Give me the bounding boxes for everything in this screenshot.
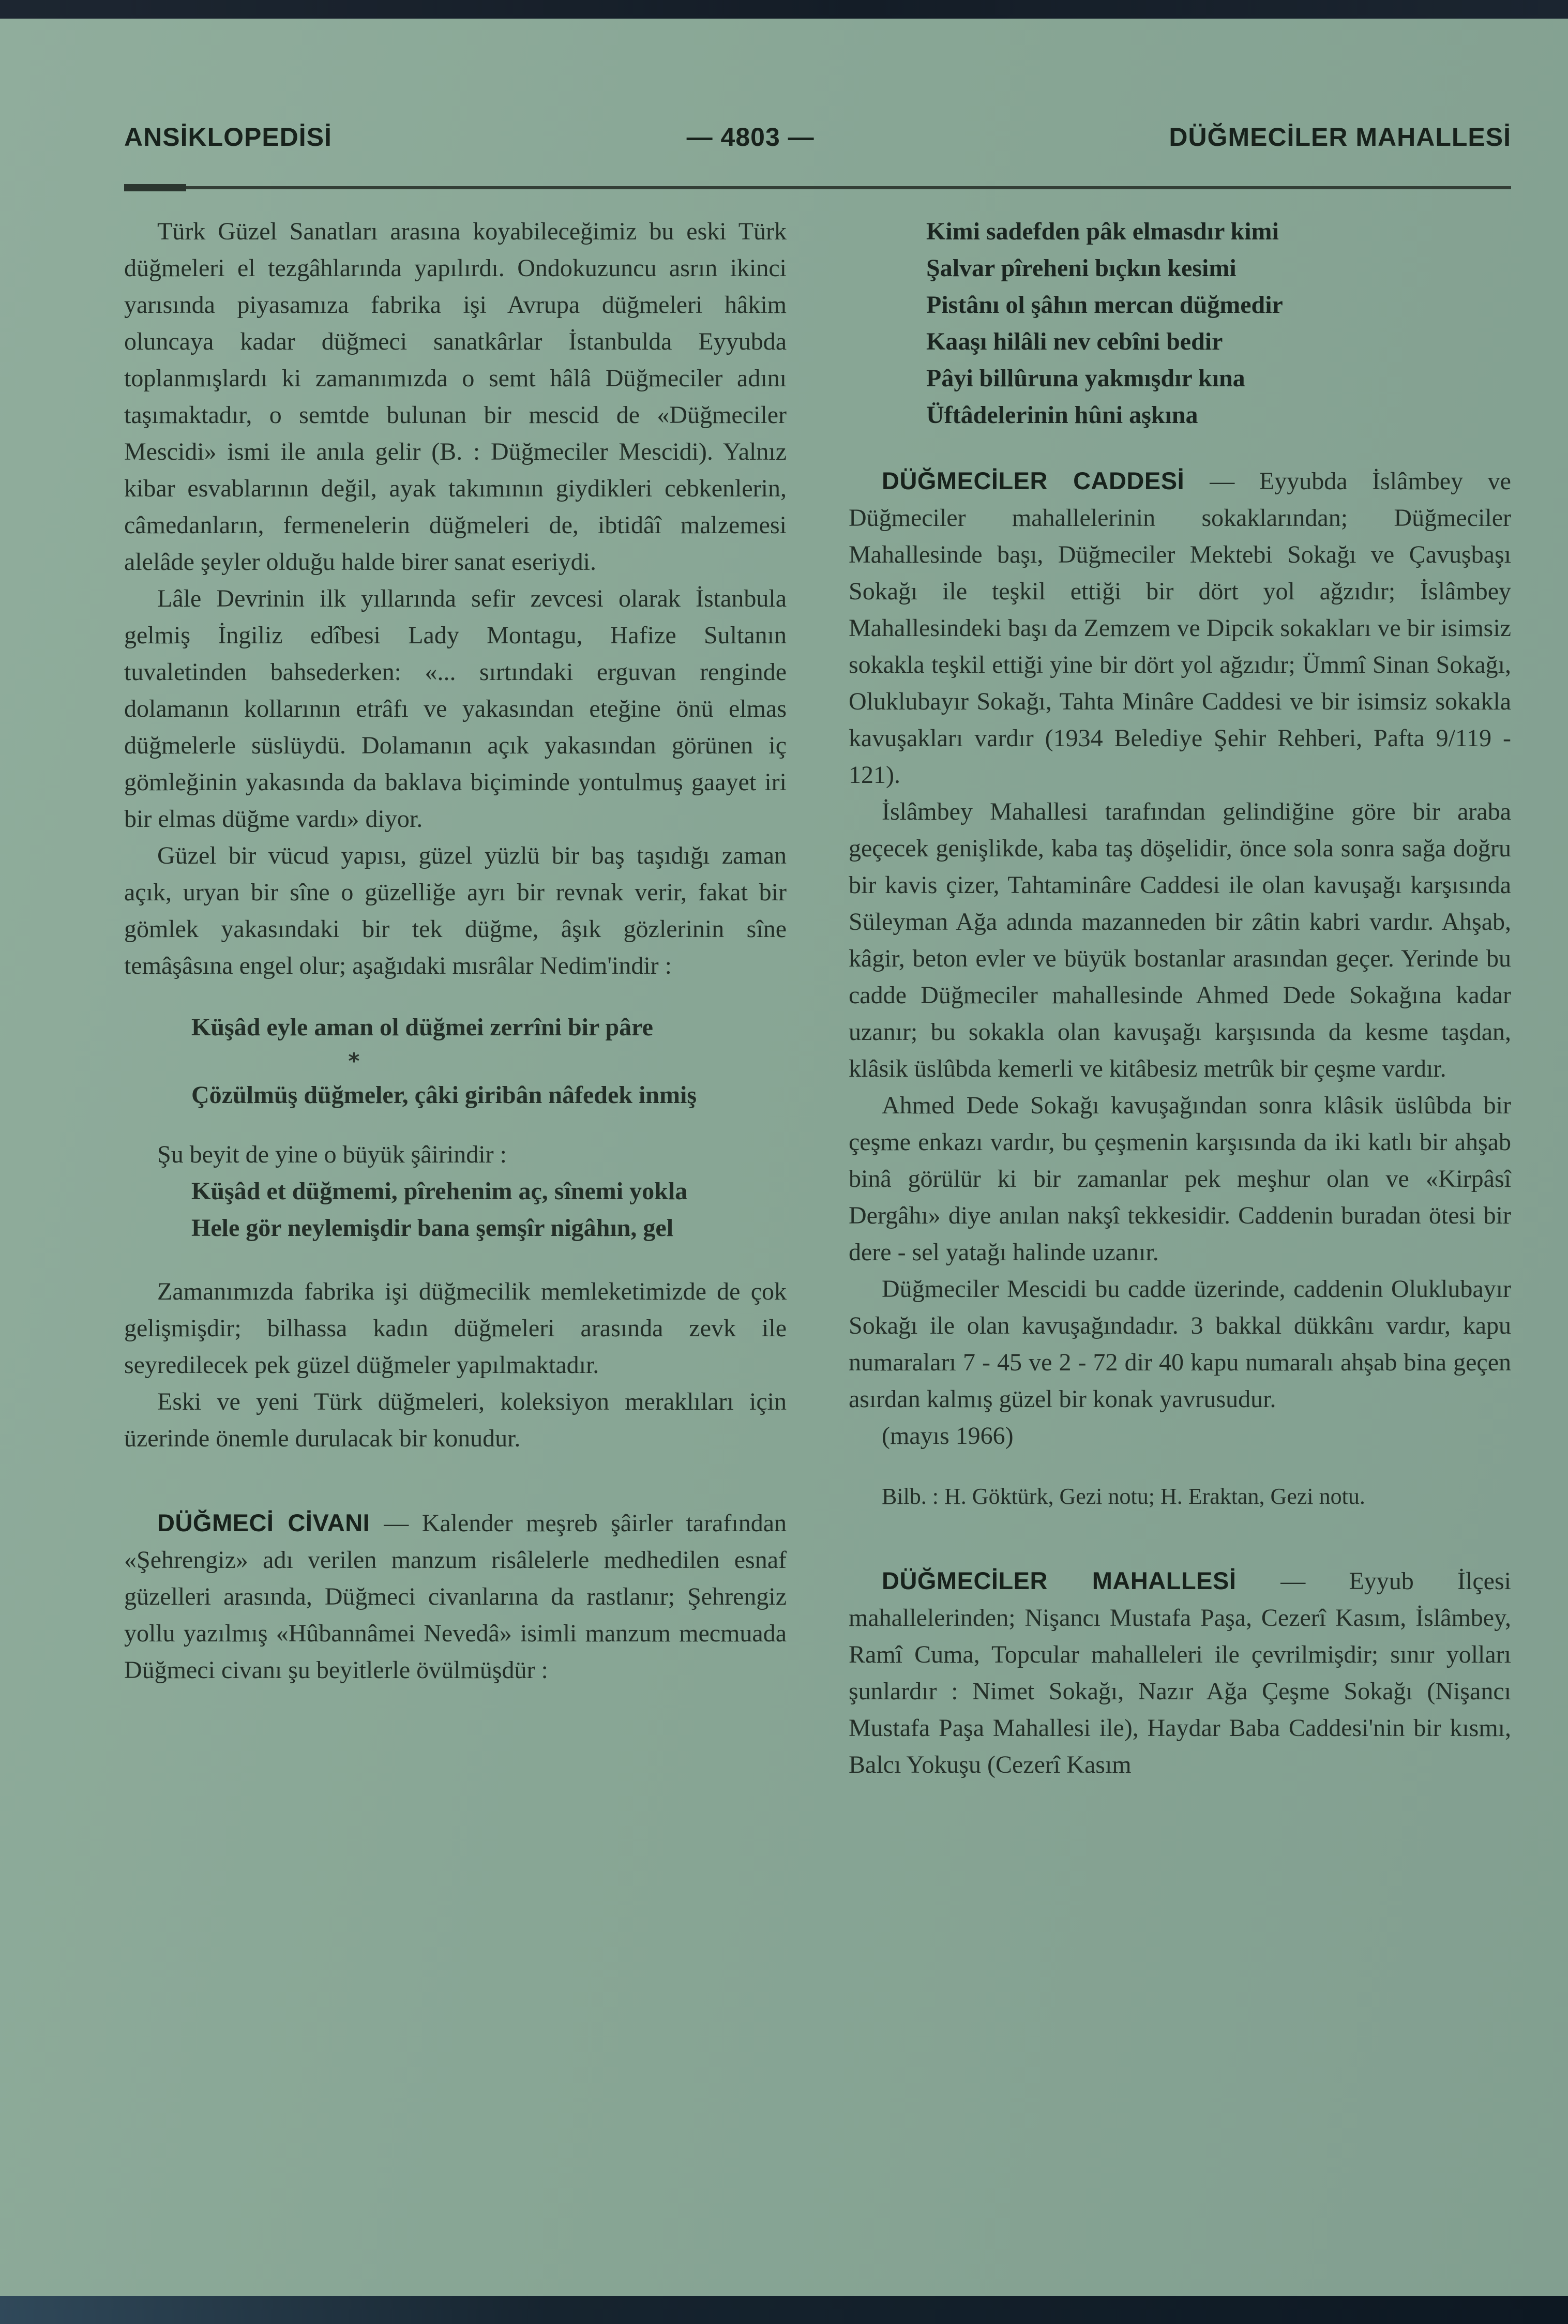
running-title-right: DÜĞMECİLER MAHALLESİ [1169,123,1511,152]
paragraph: Ahmed Dede Sokağı kavuşağından sonra klâsik üslûbda bir çeşme enkazı vardır, bu çeşmenin karşısında da iki katlı bir ahşab binâ görülür ki bir zamanlar pek meşhur olan ve «Kirpâsî Dergâhı» diye anılan nakşî tekkesidir. Caddenin buradan ötesi bir dere - sel yatağı halinde uzanır. [849,1092,1511,1266]
poem-line: Pistânı ol şâhın mercan düğmedir [926,291,1283,319]
poem-line: Şalvar pîreheni bıçkın kesimi [926,254,1237,282]
article-title: DÜĞMECİLER CADDESİ [882,467,1210,494]
verse-line: Küşâd eyle aman ol düğmei zerrîni bir pâre [191,1014,653,1041]
article-dugmeciler-caddesi [849,462,1511,793]
paragraph: Eski ve yeni Türk düğmeleri, koleksiyon meraklıları için üzerinde önemle durulacak bir konudur. [124,1388,787,1452]
article-dugmeciler-mahallesi [849,1562,1511,1783]
verse-line: Küşâd et düğmemi, pîrehenim aç, sînemi yokla [191,1178,688,1205]
text-columns [124,213,1511,1783]
paragraph: İslâmbey Mahallesi tarafından gelindiğine göre bir araba geçecek genişlikde, kaba taş döşelidir, önce sola sonra sağa doğru bir kavis çizer, Tahtaminâre Caddesi ile olan kavuşağı karşısında Süleyman Ağa adında mazanneden bir zâtin kabri vardır. Ahşab, kâgir, beton evler ve büyük bostanlar arasından geçer. Yerinde bu cadde Düğmeciler mahallesinde Ahmed Dede Sokağına kadar uzanır; bu sokakla olan kavuşağı karşısında da kesme taşdan, klâsik üslûbda kemerli ve kitâbesiz metrûk bir çeşme vardır. [849,798,1511,1082]
page-number: — 4803 — [686,123,815,152]
article-text: — Kalender meşreb şâirler tarafından «Şehrengiz» adı verilen manzum risâlelerle medhedilen esnaf güzelleri arasında, Düğmeci civanlarına da rastlanır; Şehrengiz yollu yazılmış «Hûbannâmei Nevedâ» isimli manzum mecmuada Düğmeci civanı şu beyitlerle övülmüşdür : [124,1510,787,1684]
paragraph: Düğmeciler Mescidi bu cadde üzerinde, caddenin Oluklubayır Sokağı ile olan kavuşağındadır. 3 bakkal dükkânı vardır, kapu numaraları 7 - 45 ve 2 - 72 dir 40 kapu numaralı ahşab bina geçen asırdan kalmış güzel bir konak yavrusudur. [849,1275,1511,1413]
verse-line: Hele gör neylemişdir bana şemşîr nigâhın, gel [191,1214,674,1242]
paragraph: Lâle Devrinin ilk yıllarında sefir zevcesi olarak İstanbula gelmiş İngiliz edîbesi Lady Montagu, Hafize Sultanın tuvaletinden bahsederken: «... sırtındaki erguvan renginde dolamanın kollarının etrâfı ve yakasından eteğine önü elmas düğmelerle süslüydü. Dolamanın açık yakasından görünen iç gömleğinin yakasında da baklava biçiminde yontulmuş gaayet iri bir elmas düğme vardı» diyor. [124,585,787,833]
paragraph: Güzel bir vücud yapısı, güzel yüzlü bir baş taşıdığı zaman açık, uryan bir sîne o güzelliğe ayrı bir revnak verir, fakat bir gömlek yakasındaki bir tek düğme, âşık gözlerinin sîne temâşâsına engel olur; aşağıdaki mısrâlar Nedim'indir : [124,842,787,979]
paragraph: Türk Güzel Sanatları arasına koyabileceğimiz bu eski Türk düğmeleri el tezgâhlarında yapılırdı. Ondokuzuncu asrın ikinci yarısında piyasamıza fabrika işi Avrupa düğmeleri hâkim oluncaya kadar düğmeci sanatkârlar İstanbulda Eyyubda toplanmışlardı ki zamanımızda o semt hâlâ Düğmeciler adını taşımaktadır, o semtde bulunan bir mescid de «Düğmeciler Mescidi» ismi ile anıla gelir (B. : Düğmeciler Mescidi). Yalnız kibar esvablarının değil, ayak takımının giydikleri cebkenlerin, câmedanların, fermenelerin düğmeleri de, ibtidâî malzemesi alelâde şeyler olduğu halde birer sanat eseriydi. [124,218,787,576]
date-note: (mayıs 1966) [882,1422,1014,1450]
right-column [849,213,1511,1783]
article-dugmeci-civani [124,1504,787,1688]
article-title: DÜĞMECİLER MAHALLESİ [882,1567,1281,1594]
page-header [124,122,1511,152]
left-column [124,213,787,1783]
scan-edge-bottom [0,2296,1568,2324]
paragraph: Zamanımızda fabrika işi düğmecilik memleketimizde de çok gelişmişdir; bilhassa kadın düğmeleri arasında zevk ile seyredilecek pek güzel düğmeler yapılmaktadır. [124,1278,787,1379]
encyclopedia-page [0,19,1568,2296]
poem-block [849,213,1511,433]
scan-edge-top [0,0,1568,19]
verse-block [124,1009,787,1113]
poem-line: Kaaşı hilâli nev cebîni bedir [926,328,1223,355]
bibliography: Bilb. : H. Göktürk, Gezi notu; H. Eraktan, Gezi notu. [882,1484,1365,1509]
verse-separator-ornament: * [348,1048,364,1074]
article-title: DÜĞMECİ CİVANI [157,1509,384,1536]
poem-line: Pâyi billûruna yakmışdır kına [926,365,1245,392]
header-rule [124,186,1511,189]
verse-intro: Şu beyit de yine o büyük şâirindir : [157,1141,507,1168]
poem-line: Üftâdelerinin hûni aşkına [926,401,1198,429]
running-title-left: ANSİKLOPEDİSİ [124,123,332,152]
article-text: — Eyyub İlçesi mahallelerinden; Nişancı Mustafa Paşa, Cezerî Kasım, İslâmbey, Ramî Cuma, Topcular mahalleleri ile çevrilmişdir; sınır yolları şunlardır : Nimet Sokağı, Nazır Ağa Çeşme Sokağı (Nişancı Mustafa Paşa Mahallesi ile), Haydar Baba Caddesi'nin bir kısmı, Balcı Yokuşu (Cezerî Kasım [849,1567,1511,1778]
verse-line: Çözülmüş düğmeler, çâki giribân nâfedek inmiş [191,1081,697,1109]
poem-line: Kimi sadefden pâk elmasdır kimi [926,218,1279,245]
article-text: — Eyyubda İslâmbey ve Düğmeciler mahallelerinin sokaklarından; Düğmeciler Mahallesinde başı, Düğmeciler Mektebi Sokağı ve Çavuşbaşı Sokağı ile teşkil ettiği bir dört yol ağzıdır; İslâmbey Mahallesindeki başı da Zemzem ve Dipcik sokakları ve bir isimsiz sokakla teşkil ettiği yine bir dört yol ağzıdır; Ümmî Sinan Sokağı, Oluklubayır Sokağı, Tahta Minâre Caddesi ve bir isimsiz sokakla kavuşakları vardır (1934 Belediye Şehir Rehberi, Pafta 9/119 - 121). [849,467,1511,789]
